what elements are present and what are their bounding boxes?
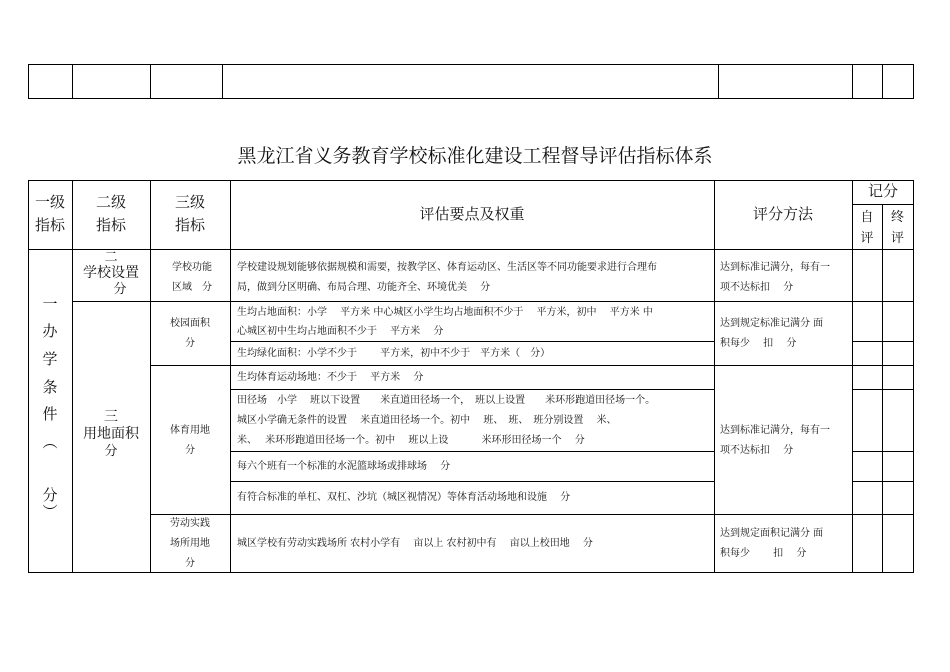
content-line: 生均体育运动场地：不少于 平方米 分 [237,372,424,383]
method-line: 项不达标扣 分 [720,445,794,456]
level2-line: 分 [113,282,127,297]
header-content: 评估要点及权重 [419,205,525,223]
row-line [852,451,914,452]
content-line: 田径场 小学 班以下设置 米直道田径场一个， 班以上设置 米环形跑道田径场一个。 [237,395,656,406]
level1-char: 一 [42,295,58,313]
level1-char: ︶ [42,503,58,521]
row-line [150,365,914,366]
prev-table-col-line [882,64,883,99]
prev-table-col-line [913,64,914,99]
level3-line: 劳动实践 [170,518,210,529]
level3-line: 分 [185,558,195,569]
content-line: 心城区初中生均占地面积不少于 平方米 分 [237,326,444,337]
page-title: 黑龙江省义务教育学校标准化建设工程督导评估指标体系 [237,145,713,167]
score-header-split [852,204,914,205]
prev-table-col-line [72,64,73,99]
content-line: 城区学校有劳动实践场所 农村小学有 亩以上 农村初中有 亩以上校田地 分 [237,538,593,549]
row-line [852,389,914,390]
level2-line: 学校设置 [83,265,139,281]
prev-table-top-border [28,64,914,65]
content-line: 米、 米环形跑道田径场一个。初中 班以上设 米环形田径场一个 分 [237,435,585,446]
level3-line: 校园面积 [170,318,210,329]
prev-table-bottom-border [28,98,914,99]
prev-table-col-line [222,64,223,99]
header-method: 评分方法 [752,205,813,223]
row-line [230,341,714,342]
prev-table-col-line [852,64,853,99]
level3-line: 体育用地 [170,425,210,436]
level2-line: 用地面积 [83,426,139,442]
header-self-line2: 评 [860,231,874,246]
header-level1-line2: 指标 [34,216,65,234]
level3-line: 分 [185,445,195,456]
content-line: 学校建设规划能够依据规模和需要，按教学区、体育运动区、生活区等不同功能要求进行合理布 [237,262,657,273]
method-line: 积每少 扣 分 [720,548,807,559]
header-level2-line1: 二级 [95,193,126,211]
row-line [852,341,914,342]
level2-line: 三 [104,409,118,425]
level2-line: 二 [104,250,118,265]
prev-table-col-line [28,64,29,99]
header-final-line2: 评 [890,231,904,246]
content-line: 城区小学确无条件的设置 米直道田径场一个。初中 班、 班、 班分别设置 米、 [237,415,617,426]
method-line: 项不达标扣 分 [720,282,794,293]
row-line [852,481,914,482]
row-line [230,481,714,482]
level2-line: 分 [104,444,118,459]
content-line: 生均占地面积：小学 平方米 中心城区小学生均占地面积不少于 平方米，初中 平方米 中 [237,307,653,318]
col-line-level2 [72,180,73,573]
content-line: 每六个班有一个标准的水泥篮球场或排球场 分 [237,461,451,472]
table-bottom-border [28,572,914,573]
row-line [150,514,914,515]
level1-char: ︵ [42,433,58,451]
header-level1-line1: 一级 [34,193,65,211]
method-line: 积每少 扣 分 [720,338,797,349]
method-line: 达到标准记满分，每有一 [720,425,830,436]
method-line: 达到规定标准记满分 面 [720,318,824,329]
level3-line: 分 [185,338,195,349]
row-line [230,389,714,390]
content-line: 局，做到分区明确、布局合理、功能齐全、环境优美 分 [237,282,491,293]
header-bottom-border [28,249,914,250]
level1-char: 办 [42,322,58,340]
content-line: 有符合标准的单杠、双杠、沙坑（城区视情况）等体育活动场地和设施 分 [237,492,571,503]
prev-table-col-line [150,64,151,99]
level1-char: 分 [42,486,58,504]
header-level2-line2: 指标 [95,216,126,234]
table-top-border [28,180,914,181]
method-line: 达到规定面积记满分 面 [720,528,824,539]
level3-line: 学校功能 [172,262,212,273]
header-final-line1: 终 [890,210,904,225]
header-self-line1: 自 [860,210,874,225]
prev-table-col-line [718,64,719,99]
level3-line: 区域 分 [172,282,212,293]
level1-char: 条 [42,378,58,396]
method-line: 达到标准记满分，每有一 [720,262,830,273]
level1-char: 件 [42,405,58,423]
header-level3-line2: 指标 [174,216,205,234]
row-line [230,451,714,452]
level3-line: 场所用地 [170,538,210,549]
header-level3-line1: 三级 [174,193,205,211]
content-line: 生均绿化面积：小学不少于 平方米，初中不少于 平方米（ 分） [237,348,551,359]
row-line [72,301,914,302]
level1-char: 学 [42,350,58,368]
header-score: 记分 [867,182,898,200]
